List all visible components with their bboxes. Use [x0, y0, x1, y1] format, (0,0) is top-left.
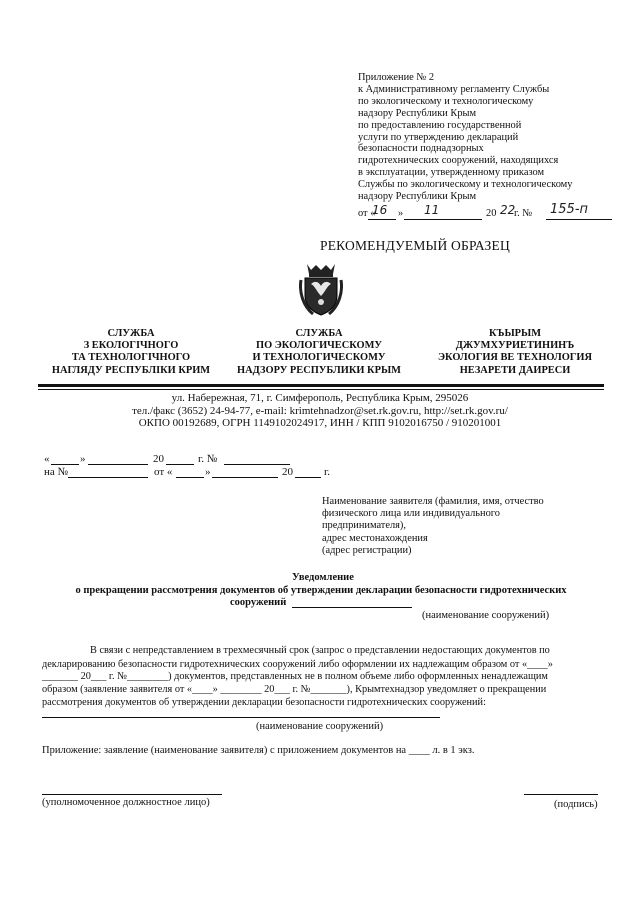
applicant-line: предпринимателя), [322, 520, 406, 532]
annex-line: по предоставлению государственной [358, 119, 522, 131]
crimea-emblem-icon [299, 262, 343, 318]
body-line: _______ 20___ г. №________) документов, представленных не в полном объеме либо оформленных ненадлежащим [42, 671, 548, 682]
notice-subject-line2: сооружений [230, 597, 287, 608]
org-name-russian: СЛУЖБА ПО ЭКОЛОГИЧЕСКОМУ И ТЕХНОЛОГИЧЕСКОМУ НАДЗОРУ РЕСПУБЛИКИ КРЫМ [237, 328, 401, 376]
notice-heading: Уведомление [292, 572, 354, 583]
header-divider-thick [38, 384, 604, 387]
annex-line: надзору Республики Крым [358, 191, 477, 203]
annex-number: 155-п [550, 202, 589, 217]
facility-caption-top: (наименование сооружений) [422, 610, 550, 621]
annex-day: 16 [372, 203, 388, 217]
annex-line: услуги по утверждению деклараций [358, 131, 519, 143]
org-name-crimean-tatar: КЪЫРЫМ ДЖУМХУРИЕТИНИНЪ ЭКОЛОГИЯ ВЕ ТЕХНОЛОГИЯ НЕЗАРЕТИ ДАИРЕСИ [438, 328, 592, 376]
address-block [60, 392, 580, 430]
outgoing-number-label: г. № [198, 453, 218, 465]
signature-caption: (подпись) [554, 799, 598, 810]
annex-line: в эксплуатации, утвержденному приказом [358, 167, 545, 179]
annex-month: 11 [424, 203, 440, 217]
annex-from-prefix: от « [358, 208, 376, 219]
annex-number-label: г. № [514, 208, 533, 219]
body-line: рассмотрения документов об утверждении декларации безопасности гидротехнических сооружений: [42, 697, 486, 708]
official-caption: (уполномоченное должностное лицо) [42, 797, 210, 808]
reference-from-label: от « [154, 466, 173, 478]
facility-caption-body: (наименование сооружений) [256, 721, 384, 732]
annex-line: Приложение № 2 [358, 72, 435, 83]
annex-line: по экологическому и технологическому [358, 95, 534, 107]
annex-line: Службы по экологическому и технологическому [358, 179, 573, 191]
annex-year-prefix: 20 [486, 208, 497, 219]
body-line: образом (заявление заявителя от «____» ________ 20___ г. №_______), Крымтехнадзор уведомляет о прекращении [42, 684, 547, 695]
registration-line: ОКПО 00192689, ОГРН 1149102024917, ИНН / КПП 9102016750 / 910201001 [138, 417, 502, 430]
body-line: декларированию безопасности гидротехнических сооружений либо оформлении их надлежащим образом от «____» [42, 659, 553, 670]
page-title: РЕКОМЕНДУЕМЫЙ ОБРАЗЕЦ [320, 238, 510, 253]
header-divider-thin [38, 389, 604, 390]
reference-number-label: на № [44, 466, 69, 478]
attachment-line: Приложение: заявление (наименование заявителя) с приложением документов на ____ л. в 1 экз. [42, 745, 475, 756]
outgoing-date-open: « [44, 453, 50, 465]
body-line: В связи с непредставлением в трехмесячный срок (запрос о представлении недостающих документов по [90, 645, 550, 656]
address-line: ул. Набережная, 71, г. Симферополь, Республика Крым, 295026 [171, 392, 469, 404]
outgoing-date-close: » [80, 453, 86, 465]
annex-line: гидротехнических сооружений, находящихся [358, 155, 559, 167]
annex-line: безопасности поднадзорных [358, 143, 484, 155]
contacts-line: тел./факс (3652) 24-94-77, e-mail: krimtehnadzor@set.rk.gov.ru, http://set.rk.gov.ru/ [132, 404, 508, 417]
applicant-line: Наименование заявителя (фамилия, имя, отчество [322, 496, 544, 507]
reference-year-suffix: г. [324, 466, 331, 478]
reference-date-close: » [205, 466, 211, 478]
notice-subject-line1: о прекращении рассмотрения документов об утверждении декларации безопасности гидротехнических [75, 585, 567, 596]
applicant-line: (адрес регистрации) [322, 544, 412, 556]
applicant-block [322, 496, 544, 557]
outgoing-year-prefix: 20 [153, 453, 164, 465]
annex-mid: » [398, 208, 404, 219]
annex-block [358, 72, 572, 203]
reference-year-prefix: 20 [282, 466, 293, 478]
org-name-ukrainian: СЛУЖБА З ЕКОЛОГIЧНОГО ТА ТЕХНОЛОГIЧНОГО НАГЛЯДУ РЕСПУБЛIКИ КРИМ [51, 328, 211, 376]
applicant-line: адрес местонахождения [322, 532, 428, 544]
annex-line: надзору Республики Крым [358, 107, 477, 119]
annex-year: 22 [500, 203, 516, 217]
annex-line: к Административному регламенту Службы [358, 83, 550, 95]
applicant-line: физического лица или индивидуального [322, 508, 500, 520]
